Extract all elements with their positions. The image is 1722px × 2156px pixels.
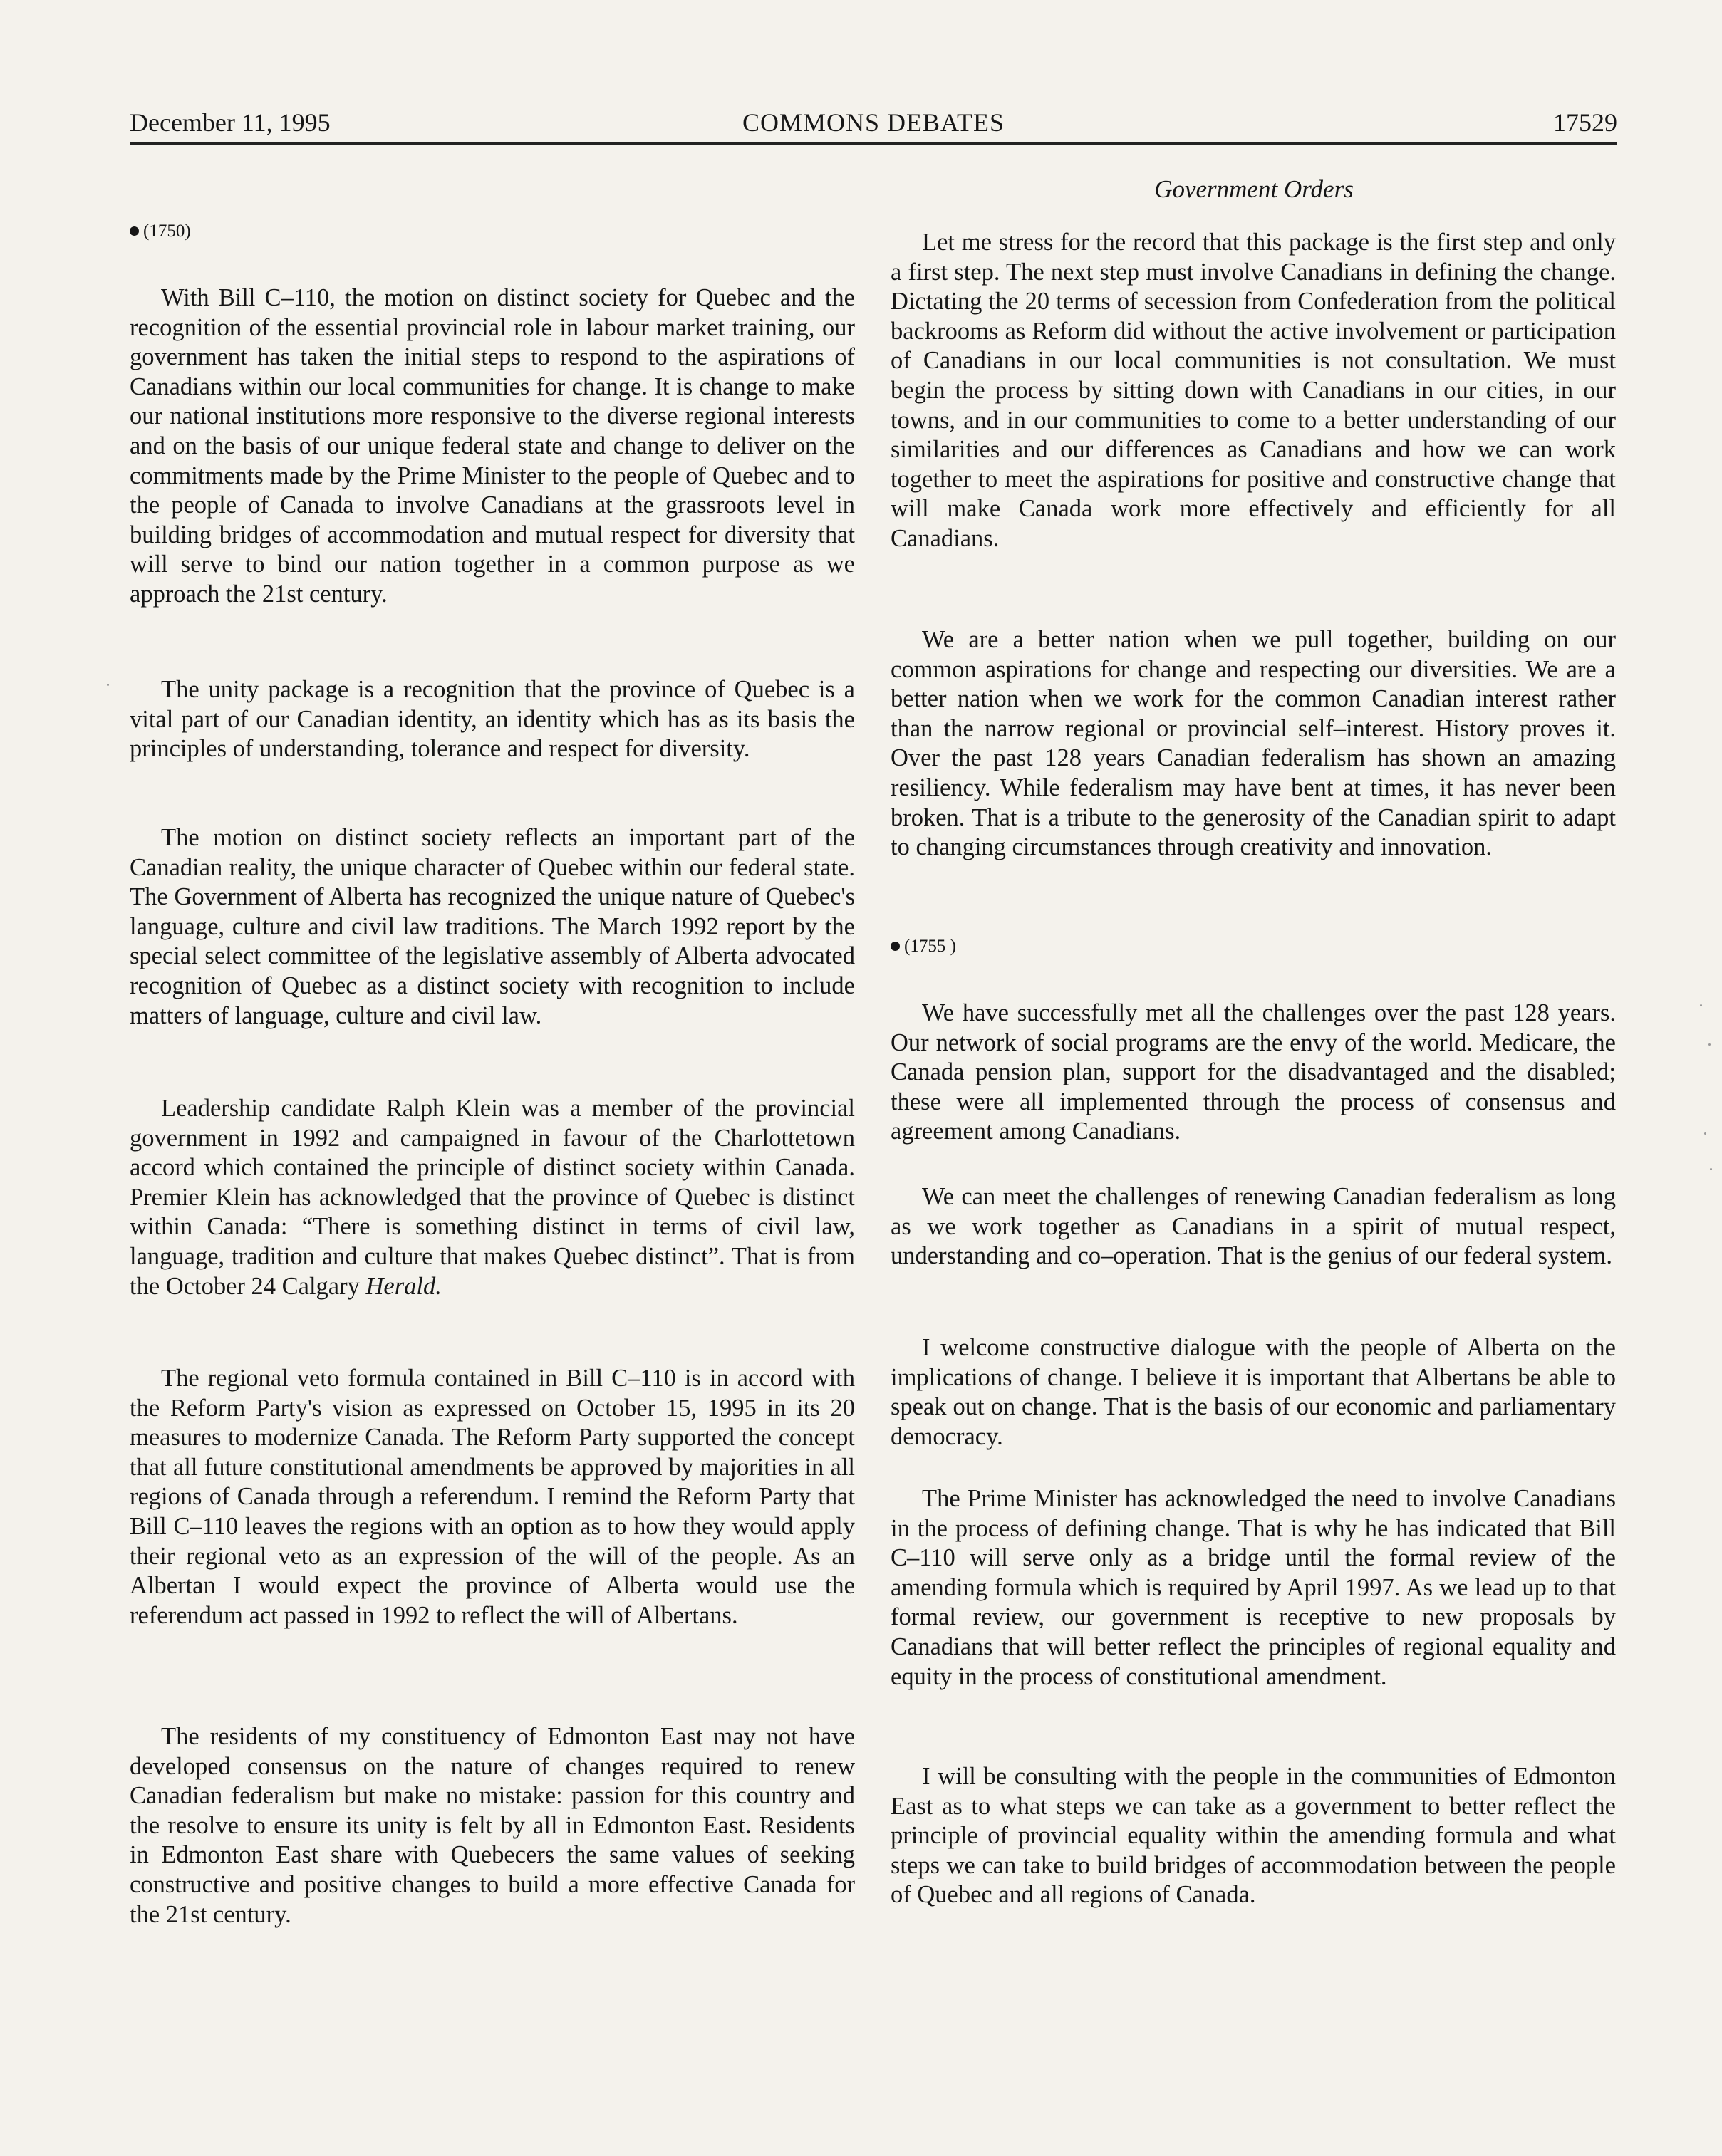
time-marker-label: (1750) bbox=[143, 222, 191, 241]
paragraph: I will be consulting with the people in the communities of Edmonton East as to what steps we can take as a government to better reflect the principle of provincial equality within the amending formula and what steps we can take to build bridges of accommodation between the people of Quebec and all regions of Canada. bbox=[891, 1763, 1616, 1909]
header-date: December 11, 1995 bbox=[130, 108, 331, 137]
paragraph: The unity package is a recognition that the province of Quebec is a vital part of our Canadian identity, an identity which has as its basis the principles of understanding, tolerance and respect for diversity. bbox=[130, 676, 855, 763]
scan-speck bbox=[1700, 1004, 1702, 1006]
header-title: COMMONS DEBATES bbox=[742, 108, 1005, 137]
paragraph: We have successfully met all the challenges over the past 128 years. Our network of social programs are the envy of the world. Medicare, the Canada pension plan, support for the disadvantaged and the disabled; these were all implemented through the process of consensus and agreement among Canadians. bbox=[891, 999, 1616, 1145]
time-marker-label: (1755 ) bbox=[904, 937, 956, 956]
paragraph: We are a better nation when we pull together, building on our common aspirations for change and respecting our diversities. We are a better nation when we work for the common Canadian interest rather than the narrow regional or provincial self–interest. History proves it. Over the past 128 years Canadian federalism has shown an amazing resiliency. While federalism may have bent at times, it has never been broken. That is a tribute to the generosity of the Canadian spirit to adapt to changing circumstances through creativity and innovation. bbox=[891, 626, 1616, 861]
paragraph: I welcome constructive dialogue with the people of Alberta on the implications of change. I believe it is important that Albertans be able to speak out on change. That is the basis of our economic and parliamentary democracy. bbox=[891, 1334, 1616, 1450]
paragraph: The motion on distinct society reflects an important part of the Canadian reality, the unique character of Quebec within our federal state. The Government of Alberta has recognized the unique nature of Quebec's language, culture and civil law traditions. The March 1992 report by the special select committee of the legislative assembly of Alberta advocated recognition of Quebec as a distinct society with recognition to include matters of language, culture and civil law. bbox=[130, 824, 855, 1029]
paragraph: The regional veto formula contained in Bill C–110 is in accord with the Reform Party's vision as expressed on October 15, 1995 in its 20 measures to modernize Canada. The Reform Party supported the concept that all future constitutional amendments be approved by majorities in all regions of Canada through a referendum. I remind the Reform Party that Bill C–110 leaves the regions with an option as to how they would apply their regional veto as an expression of the will of the people. As an Albertan I would expect the province of Alberta would use the referendum act passed in 1992 to reflect the will of Albertans. bbox=[130, 1365, 855, 1629]
bullet-icon bbox=[891, 942, 900, 951]
time-marker-1755 bbox=[891, 937, 956, 955]
header-page-number: 17529 bbox=[1553, 108, 1617, 137]
paragraph: With Bill C–110, the motion on distinct society for Quebec and the recognition of the essential provincial role in labour market training, our government has taken the initial steps to respond to the aspirations of Canadians within our local communities for change. It is change to make our national institutions more responsive to the diverse regional interests and on the basis of our unique federal state and change to deliver on the commitments made by the Prime Minister to the people of Quebec and to the people of Canada to involve Canadians at the grassroots level in building bridges of accommodation and mutual respect for diversity that will serve to bind our nation together in a common purpose as we approach the 21st century. bbox=[130, 284, 855, 608]
paragraph: The residents of my constituency of Edmonton East may not have developed consensus on the nature of changes required to renew Canadian federalism but make no mistake: passion for this country and the resolve to ensure its unity is felt by all in Edmonton East. Residents in Edmonton East share with Quebecers the same values of seeking constructive and positive changes to build a more effective Canada for the 21st century. bbox=[130, 1723, 855, 1928]
paragraph: We can meet the challenges of renewing Canadian federalism as long as we work together as Canadians in a spirit of mutual respect, understanding and co–operation. That is the genius of our federal system. bbox=[891, 1183, 1616, 1270]
time-marker-1750 bbox=[130, 222, 191, 240]
bullet-icon bbox=[130, 226, 139, 236]
scan-speck bbox=[107, 684, 109, 686]
page-header bbox=[130, 94, 1617, 145]
publication-name: Herald. bbox=[365, 1272, 442, 1300]
paragraph-text: Leadership candidate Ralph Klein was a member of the provincial government in 1992 and campaigned in favour of the Charlottetown accord which contained the principle of distinct society within Canada. Premier Klein has acknowledged that the province of Quebec is distinct within Canada: “There is something distinct in terms of civil law, language, tradition and culture that makes Quebec distinct”. That is from the October 24 Calgary bbox=[130, 1095, 855, 1300]
section-title: Government Orders bbox=[1154, 175, 1354, 203]
scan-speck bbox=[1708, 1043, 1711, 1046]
paragraph: The Prime Minister has acknowledged the need to involve Canadians in the process of defining change. That is why he has indicated that Bill C–110 will serve only as a bridge until the formal review of the amending formula which is required by April 1997. As we lead up to that formal review, our government is receptive to new proposals by Canadians that will better reflect the principles of regional equality and equity in the process of constitutional amendment. bbox=[891, 1485, 1616, 1690]
scan-speck bbox=[1710, 1168, 1712, 1170]
paragraph: Let me stress for the record that this package is the first step and only a first step. The next step must involve Canadians in defining the change. Dictating the 20 terms of secession from Confederation from the political backrooms as Reform did without the active involvement or participation of Canadians in our local communities is not consultation. We must begin the process by sitting down with Canadians in our cities, in our towns, and in our communities to come to a better understanding of our similarities and our differences as Canadians and how we can work together to meet the aspirations for positive and constructive change that will make Canada work more effectively and efficiently for all Canadians. bbox=[891, 229, 1616, 552]
paragraph bbox=[130, 1094, 855, 1301]
scan-speck bbox=[1704, 1132, 1706, 1135]
